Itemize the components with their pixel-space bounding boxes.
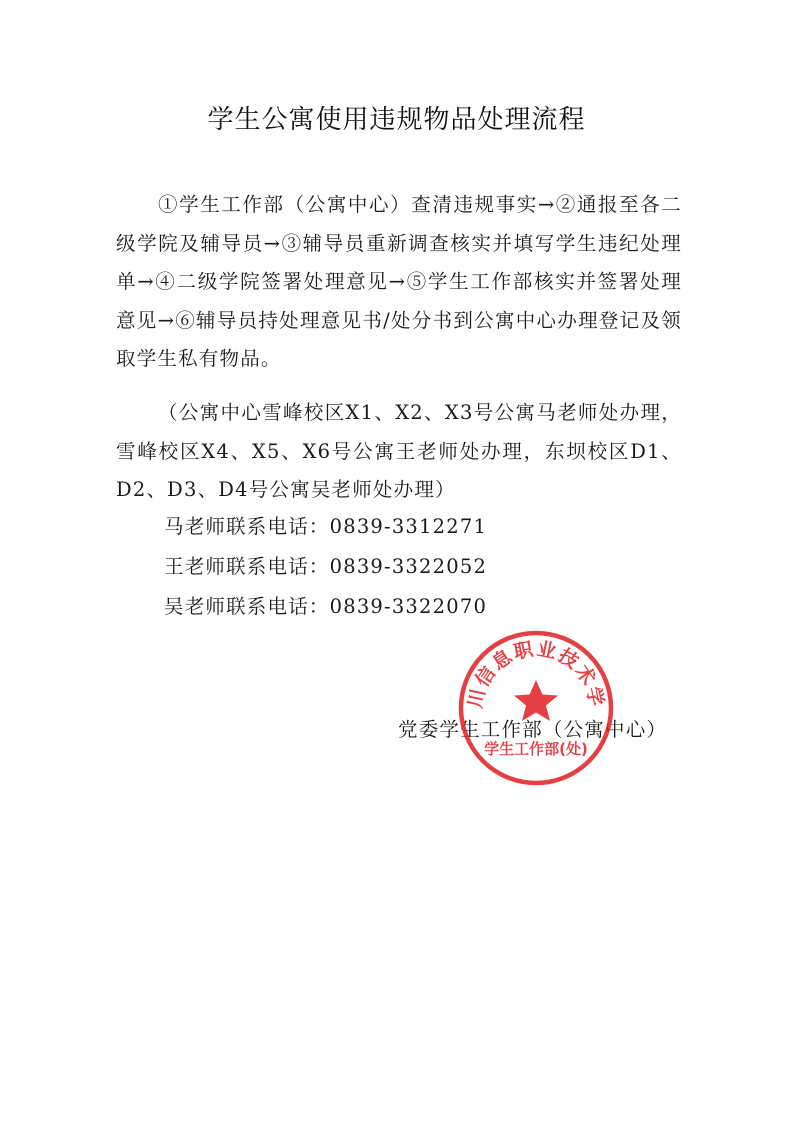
contact-line-wu: 吴老师联系电话：0839-3322070 xyxy=(164,595,488,618)
seal-star-icon xyxy=(514,680,558,721)
contact-line-ma: 马老师联系电话：0839-3312271 xyxy=(164,515,488,538)
location-note-paragraph: （公寓中心雪峰校区X1、X2、X3号公寓马老师处办理，雪峰校区X4、X5、X6号公寓王老师处办理，东坝校区D1、D2、D3、D4号公寓吴老师处办理） xyxy=(116,401,682,501)
procedure-paragraph: ①学生工作部（公寓中心）查清违规事实→②通报至各二级学院及辅导员→③辅导员重新调查核实并填写学生违纪处理单→④二级学院签署处理意见→⑤学生工作部核实并签署处理意见→⑥辅导员持处理意见书/处分书到公寓中心办理登记及领取学生私有物品。 xyxy=(116,193,682,370)
contact-line-wang: 王老师联系电话：0839-3322052 xyxy=(164,555,488,578)
document-title: 学生公寓使用违规物品处理流程 xyxy=(207,105,586,135)
seal-inner-text: 学生工作部(处) xyxy=(484,740,588,758)
issuer-signature: 党委学生工作部（公寓中心） xyxy=(398,718,668,741)
seal-outer-text: 川信息职业技术学 xyxy=(464,637,608,710)
official-seal xyxy=(456,628,616,788)
